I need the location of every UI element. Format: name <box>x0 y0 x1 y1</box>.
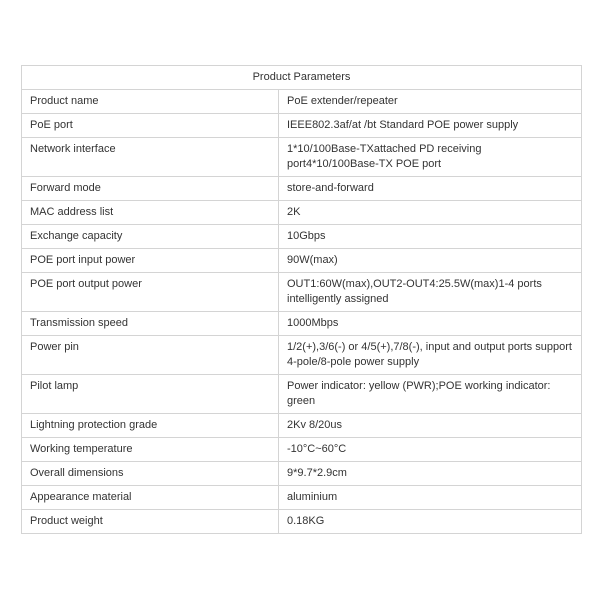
table-row <box>22 375 582 414</box>
param-value: OUT1:60W(max),OUT2-OUT4:25.5W(max)1-4 ports intelligently assigned <box>279 273 582 312</box>
param-value: IEEE802.3af/at /bt Standard POE power supply <box>279 114 582 138</box>
param-value: store-and-forward <box>279 177 582 201</box>
table-row <box>22 510 582 534</box>
param-name: Power pin <box>22 336 279 375</box>
table-row <box>22 249 582 273</box>
param-name: Product weight <box>22 510 279 534</box>
param-value: 0.18KG <box>279 510 582 534</box>
table-row <box>22 336 582 375</box>
param-name: PoE port <box>22 114 279 138</box>
table-row <box>22 177 582 201</box>
table-row <box>22 90 582 114</box>
table-caption: Product Parameters <box>22 66 582 90</box>
param-name: Working temperature <box>22 438 279 462</box>
param-value: 10Gbps <box>279 225 582 249</box>
param-name: Lightning protection grade <box>22 414 279 438</box>
param-value: PoE extender/repeater <box>279 90 582 114</box>
table-row <box>22 201 582 225</box>
param-value: Power indicator: yellow (PWR);POE working indicator: green <box>279 375 582 414</box>
table-row <box>22 486 582 510</box>
param-name: Transmission speed <box>22 312 279 336</box>
param-name: POE port output power <box>22 273 279 312</box>
param-name: POE port input power <box>22 249 279 273</box>
param-name: Product name <box>22 90 279 114</box>
table-row <box>22 138 582 177</box>
table-row <box>22 462 582 486</box>
param-name: MAC address list <box>22 201 279 225</box>
param-name: Pilot lamp <box>22 375 279 414</box>
product-parameters-table <box>21 65 582 534</box>
param-value: 90W(max) <box>279 249 582 273</box>
param-value: 9*9.7*2.9cm <box>279 462 582 486</box>
param-name: Overall dimensions <box>22 462 279 486</box>
param-value: -10°C~60°C <box>279 438 582 462</box>
param-value: 1000Mbps <box>279 312 582 336</box>
table-row <box>22 438 582 462</box>
param-value: 2Kv 8/20us <box>279 414 582 438</box>
param-name: Forward mode <box>22 177 279 201</box>
table-row <box>22 225 582 249</box>
table-row <box>22 414 582 438</box>
param-value: 1*10/100Base-TXattached PD receiving port4*10/100Base-TX POE port <box>279 138 582 177</box>
param-value: 1/2(+),3/6(-) or 4/5(+),7/8(-), input and output ports support 4-pole/8-pole power supply <box>279 336 582 375</box>
param-name: Appearance material <box>22 486 279 510</box>
param-value: 2K <box>279 201 582 225</box>
table-row <box>22 273 582 312</box>
table-caption-row <box>22 66 582 90</box>
param-name: Exchange capacity <box>22 225 279 249</box>
table-row <box>22 312 582 336</box>
param-name: Network interface <box>22 138 279 177</box>
table-row <box>22 114 582 138</box>
param-value: aluminium <box>279 486 582 510</box>
